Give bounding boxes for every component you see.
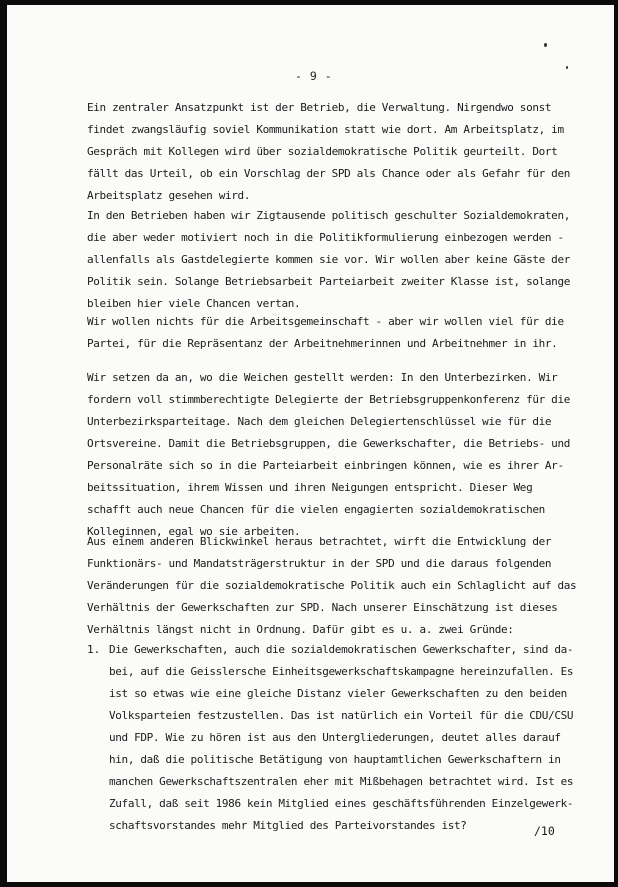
paragraph-4 (87, 367, 570, 543)
text-line: die aber weder motiviert noch in die Politikformulierung einbezogen werden - (87, 231, 564, 244)
text-line: Politik sein. Solange Betriebsarbeit Parteiarbeit zweiter Klasse ist, solange (87, 275, 570, 288)
text-line: fällt das Urteil, ob ein Vorschlag der SPD als Chance oder als Gefahr für den (87, 167, 570, 180)
text-line: In den Betrieben haben wir Zigtausende politisch geschulter Sozialdemokraten, (87, 209, 570, 222)
text-line: und FDP. Wie zu hören ist aus den Untergliederungen, deutet alles darauf (109, 731, 561, 744)
text-line: Funktionärs- und Mandatsträgerstruktur in der SPD und die daraus folgenden (87, 557, 552, 570)
document-page (7, 5, 614, 882)
text-line: Zufall, daß seit 1986 kein Mitglied eines geschäftsführenden Einzelgewerk- (109, 797, 574, 810)
text-line: Volksparteien festzustellen. Das ist natürlich ein Vorteil für die CDU/CSU (109, 709, 574, 722)
text-line: Ein zentraler Ansatzpunkt ist der Betrieb, die Verwaltung. Nirgendwo sonst (87, 101, 552, 114)
scan-speck (566, 66, 568, 69)
text-line: allenfalls als Gastdelegierte kommen sie vor. Wir wollen aber keine Gäste der (87, 253, 570, 266)
page-number: - 9 - (295, 69, 333, 83)
text-line: Kolleginnen, egal wo sie arbeiten. (87, 525, 301, 538)
text-line: Die Gewerkschaften, auch die sozialdemokratischen Gewerkschafter, sind da- (109, 643, 574, 656)
text-line: Ortsvereine. Damit die Betriebsgruppen, die Gewerkschafter, die Betriebs- und (87, 437, 570, 450)
text-line: Personalräte sich so in die Parteiarbeit einbringen können, wie es ihrer Ar- (87, 459, 564, 472)
text-line: Arbeitsplatz gesehen wird. (87, 189, 251, 202)
text-line: Verhältnis längst nicht in Ordnung. Dafür gibt es u. a. zwei Gründe: (87, 623, 514, 636)
text-line: ist so etwas wie eine gleiche Distanz vieler Gewerkschaften zu den beiden (109, 687, 567, 700)
text-line: schafft auch neue Chancen für die vielen engagierten sozialdemokratischen (87, 503, 545, 516)
text-line: fordern voll stimmberechtigte Delegierte der Betriebsgruppenkonferenz für die (87, 393, 570, 406)
text-line: hin, daß die politische Betätigung von hauptamtlichen Gewerkschaftern in (109, 753, 561, 766)
text-line: Gespräch mit Kollegen wird über sozialdemokratische Politik geurteilt. Dort (87, 145, 558, 158)
text-line: beitssituation, ihrem Wissen und ihren Neigungen entspricht. Dieser Weg (87, 481, 533, 494)
paragraph-5 (87, 531, 577, 641)
text-line: Unterbezirksparteitage. Nach dem gleichen Delegiertenschlüssel wie für die (87, 415, 552, 428)
paragraph-2 (87, 205, 570, 315)
text-line: Partei, für die Repräsentanz der Arbeitnehmerinnen und Arbeitnehmer in ihr. (87, 337, 558, 350)
next-page-marker: /10 (534, 824, 555, 838)
list-item-body (109, 639, 574, 837)
scan-speck (544, 43, 547, 47)
text-line: Wir setzen da an, wo die Weichen gestellt werden: In den Unterbezirken. Wir (87, 371, 558, 384)
text-line: manchen Gewerkschaftszentralen eher mit Mißbehagen betrachtet wird. Ist es (109, 775, 574, 788)
paragraph-3 (87, 311, 564, 355)
text-line: Veränderungen für die sozialdemokratische Politik auch ein Schlaglicht auf das (87, 579, 577, 592)
list-item-number: 1. (87, 643, 101, 656)
text-line: findet zwangsläufig soviel Kommunikation statt wie dort. Am Arbeitsplatz, im (87, 123, 564, 136)
text-line: Wir wollen nichts für die Arbeitsgemeinschaft - aber wir wollen viel für die (87, 315, 564, 328)
paragraph-1 (87, 97, 570, 207)
text-line: schaftsvorstandes mehr Mitglied des Parteivorstandes ist? (109, 819, 467, 832)
text-line: bei, auf die Geisslersche Einheitsgewerkschaftskampagne hereinzufallen. Es (109, 665, 574, 678)
text-line: Verhältnis der Gewerkschaften zur SPD. Nach unserer Einschätzung ist dieses (87, 601, 558, 614)
text-line: Aus einem anderen Blickwinkel heraus betrachtet, wirft die Entwicklung der (87, 535, 552, 548)
text-line: bleiben hier viele Chancen vertan. (87, 297, 301, 310)
